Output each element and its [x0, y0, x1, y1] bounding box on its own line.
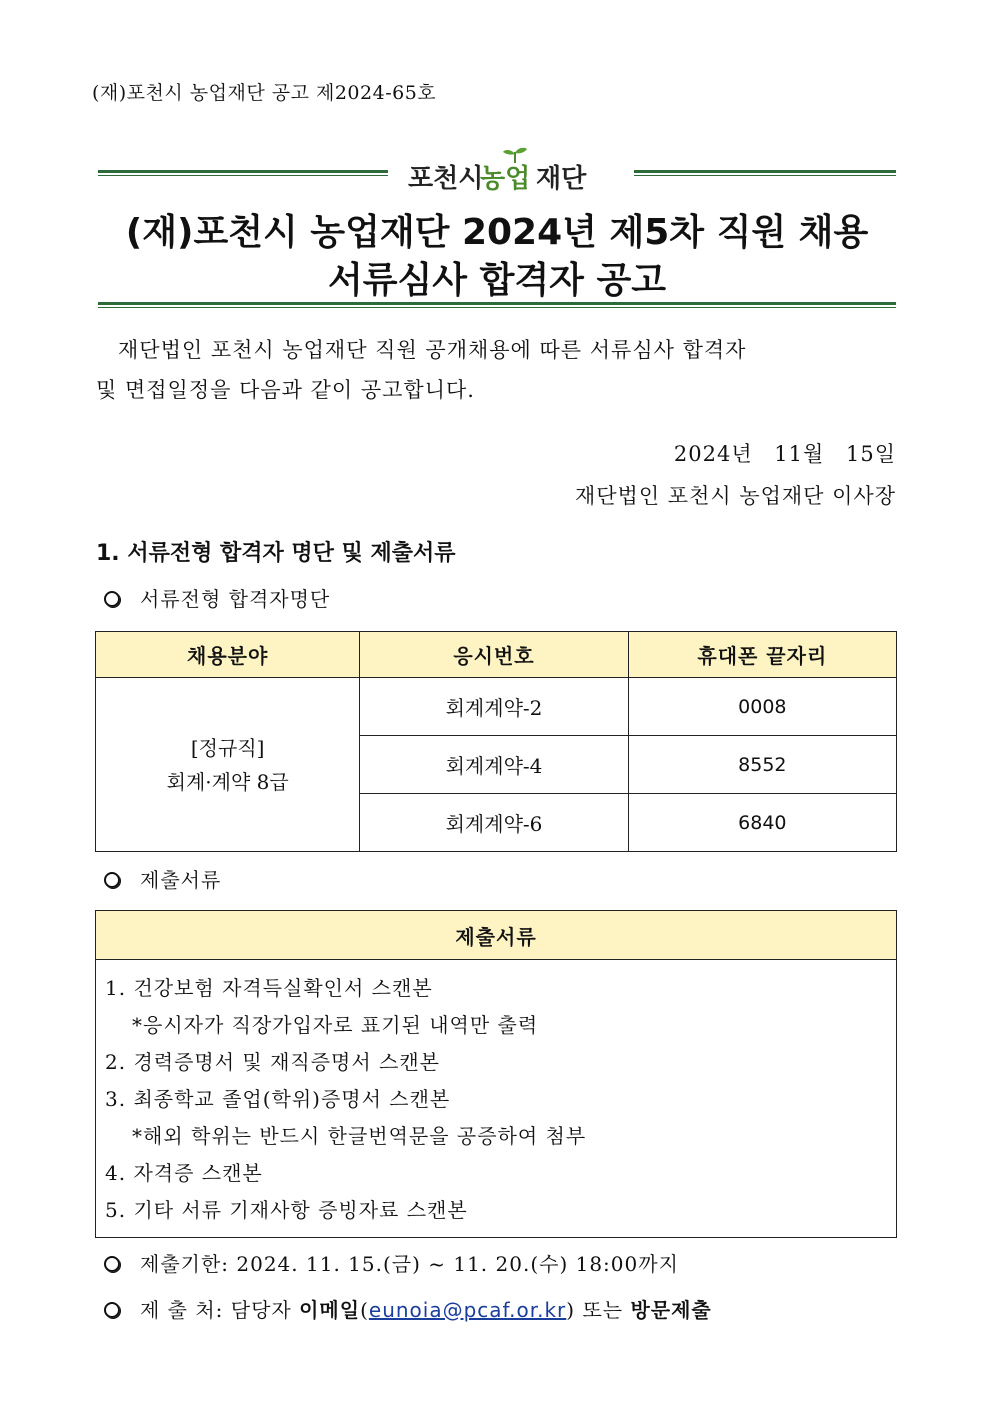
intro-paragraph — [96, 330, 896, 410]
notice-date: 2024년 11월 15일 — [673, 442, 896, 466]
field-type: [정규직] — [190, 735, 265, 760]
applicant-number: 회계계약-4 — [360, 736, 628, 794]
docs-label-text: 제출서류 — [140, 868, 222, 892]
logo-divider-left — [98, 170, 388, 176]
pass-list-label — [104, 583, 330, 612]
phone-digits: 8552 — [628, 736, 896, 794]
logo-banner — [96, 152, 898, 196]
logo-text-city: 포천시 — [408, 164, 484, 194]
list-item-note: *해외 학위는 반드시 한글번역문을 공증하여 첨부 — [132, 1124, 587, 1148]
docs-label — [104, 864, 221, 893]
pass-list-label-text: 서류전형 합격자명단 — [140, 587, 331, 611]
intro-line1: 재단법인 포천시 농업재단 직원 공개채용에 따른 서류심사 합격자 — [118, 338, 747, 362]
intro-line2: 및 면접일정을 다음과 같이 공고합니다. — [96, 378, 475, 402]
visit-submission: 방문제출 — [630, 1298, 712, 1322]
circle-bullet-icon — [104, 1256, 120, 1272]
circle-bullet-icon — [104, 1302, 120, 1318]
docs-table — [95, 910, 897, 1238]
submission-info: 제 출 처: 담당자 이메일(eunoia@pcaf.or.kr) 또는 방문제출 — [104, 1294, 712, 1323]
foundation-logo — [408, 152, 618, 196]
list-item: 3. 최종학교 졸업(학위)증명서 스캔본 — [105, 1087, 451, 1111]
header-applicant-number: 응시번호 — [360, 632, 628, 678]
logo-text-foundation: 재단 — [536, 164, 587, 194]
list-item: 2. 경력증명서 및 재직증명서 스캔본 — [105, 1050, 440, 1074]
email-link[interactable]: eunoia@pcaf.or.kr — [368, 1298, 567, 1322]
applicant-number: 회계계약-2 — [360, 678, 628, 736]
phone-digits: 0008 — [628, 678, 896, 736]
email-label: 이메일 — [299, 1298, 361, 1322]
circle-bullet-icon — [104, 872, 120, 888]
list-item: 1. 건강보험 자격득실확인서 스캔본 — [105, 976, 433, 1000]
submit-or: 또는 — [582, 1298, 624, 1322]
table-row — [96, 678, 897, 736]
notice-number: (재)포천시 농업재단 공고 제2024-65호 — [92, 82, 437, 104]
issuer: 재단법인 포천시 농업재단 이사장 — [574, 484, 896, 508]
pass-list-table — [95, 631, 897, 852]
submit-label: 제 출 처: — [140, 1298, 224, 1322]
table-header-row — [96, 632, 897, 678]
logo-divider-right — [634, 170, 896, 176]
title-divider — [98, 302, 896, 305]
field-position: 회계·계약 8급 — [166, 769, 289, 794]
applicant-number: 회계계약-6 — [360, 794, 628, 852]
docs-body-row — [96, 960, 897, 1238]
list-item-note: *응시자가 직장가입자로 표기된 내역만 출력 — [132, 1013, 539, 1037]
list-item: 5. 기타 서류 기재사항 증빙자료 스캔본 — [105, 1198, 468, 1222]
header-field: 채용분야 — [96, 632, 360, 678]
list-item: 4. 자격증 스캔본 — [105, 1161, 263, 1185]
field-cell — [96, 678, 360, 852]
logo-text-agri: 농업 — [480, 164, 531, 194]
header-phone-digits: 휴대폰 끝자리 — [628, 632, 896, 678]
phone-digits: 6840 — [628, 794, 896, 852]
docs-header-row — [96, 911, 897, 960]
circle-bullet-icon — [104, 591, 120, 607]
deadline-text: 제출기한: 2024. 11. 15.(금) ~ 11. 20.(수) 18:00까지 — [140, 1252, 679, 1276]
page-title-line2: 서류심사 합격자 공고 — [327, 260, 667, 301]
page-title-line1: (재)포천시 농업재단 2024년 제5차 직원 채용 — [125, 212, 869, 253]
section-heading: 1. 서류전형 합격자 명단 및 제출서류 — [96, 541, 456, 566]
submit-contact: 담당자 — [230, 1298, 292, 1322]
title-divider-thin — [98, 307, 896, 308]
docs-list — [96, 960, 897, 1238]
docs-header: 제출서류 — [96, 911, 897, 960]
deadline — [104, 1248, 679, 1277]
